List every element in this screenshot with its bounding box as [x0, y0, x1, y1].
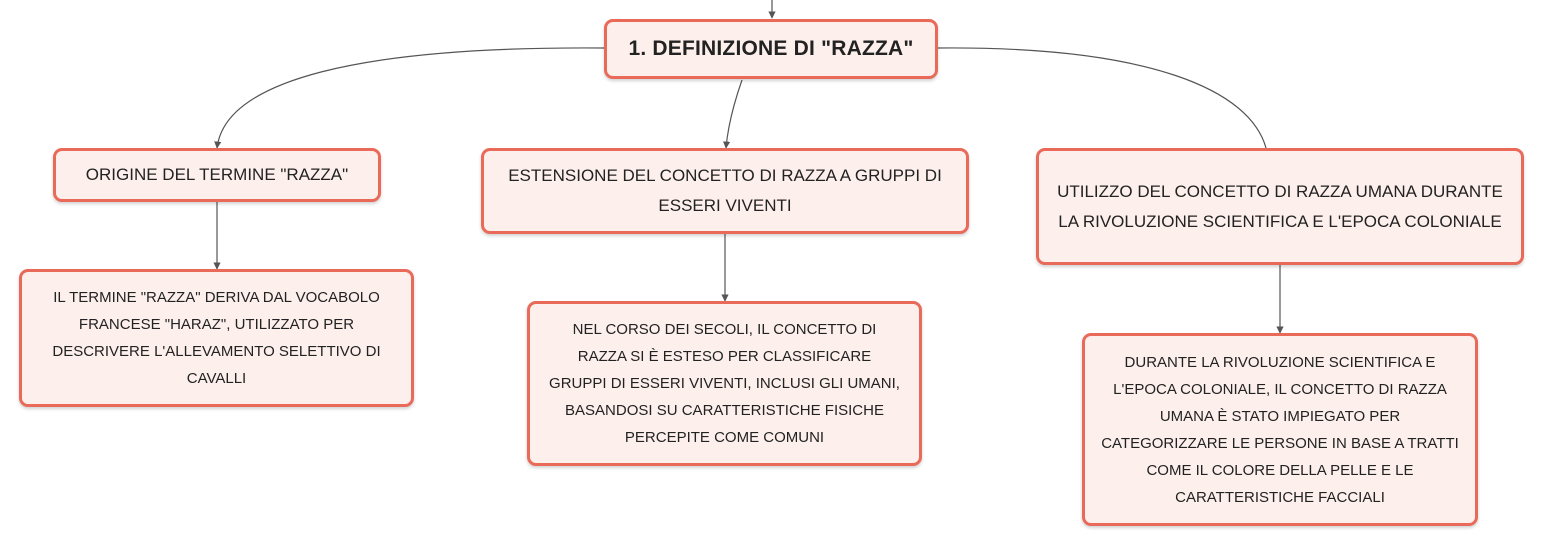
branch-3-topic-label: UTILIZZO DEL CONCETTO DI RAZZA UMANA DURANTE LA RIVOLUZIONE SCIENTIFICA E L'EPOCA COLONIALE [1057, 181, 1503, 231]
branch-1-detail-node[interactable] [19, 269, 414, 407]
branch-3-detail-text: DURANTE LA RIVOLUZIONE SCIENTIFICA E L'EPOCA COLONIALE, IL CONCETTO DI RAZZA UMANA È STATO IMPIEGATO PER CATEGORIZZARE LE PERSONE IN BASE A TRATTI COME IL COLORE DELLA PELLE E LE CARATTERISTICHE FACCIALI [1101, 353, 1459, 506]
branch-1-topic-label: ORIGINE DEL TERMINE "RAZZA" [85, 165, 349, 184]
branch-3-detail-node[interactable] [1082, 333, 1478, 526]
root-topic-label: 1. DEFINIZIONE DI "RAZZA" [628, 37, 914, 60]
root-topic-node[interactable] [604, 19, 938, 79]
branch-1-detail-text: IL TERMINE "RAZZA" DERIVA DAL VOCABOLO FRANCESE "HARAZ", UTILIZZATO PER DESCRIVERE L'ALLEVAMENTO SELETTIVO DI CAVALLI [52, 289, 381, 387]
branch-2-detail-text: NEL CORSO DEI SECOLI, IL CONCETTO DI RAZZA SI È ESTESO PER CLASSIFICARE GRUPPI DI ESSERI VIVENTI, INCLUSI GLI UMANI, BASANDOSI SU CARATTERISTICHE FISICHE PERCEPITE COME COMUNI [549, 321, 900, 446]
connector-root-to-branch-3 [938, 48, 1266, 148]
branch-3-topic-node[interactable] [1036, 148, 1524, 265]
branch-2-topic-label: ESTENSIONE DEL CONCETTO DI RAZZA A GRUPPI DI ESSERI VIVENTI [508, 166, 942, 215]
connector-root-to-branch-2 [726, 80, 742, 148]
connector-root-to-branch-1 [217, 48, 604, 148]
branch-2-topic-node[interactable] [481, 148, 969, 234]
branch-2-detail-node[interactable] [527, 301, 922, 466]
branch-1-topic-node[interactable] [53, 148, 381, 202]
